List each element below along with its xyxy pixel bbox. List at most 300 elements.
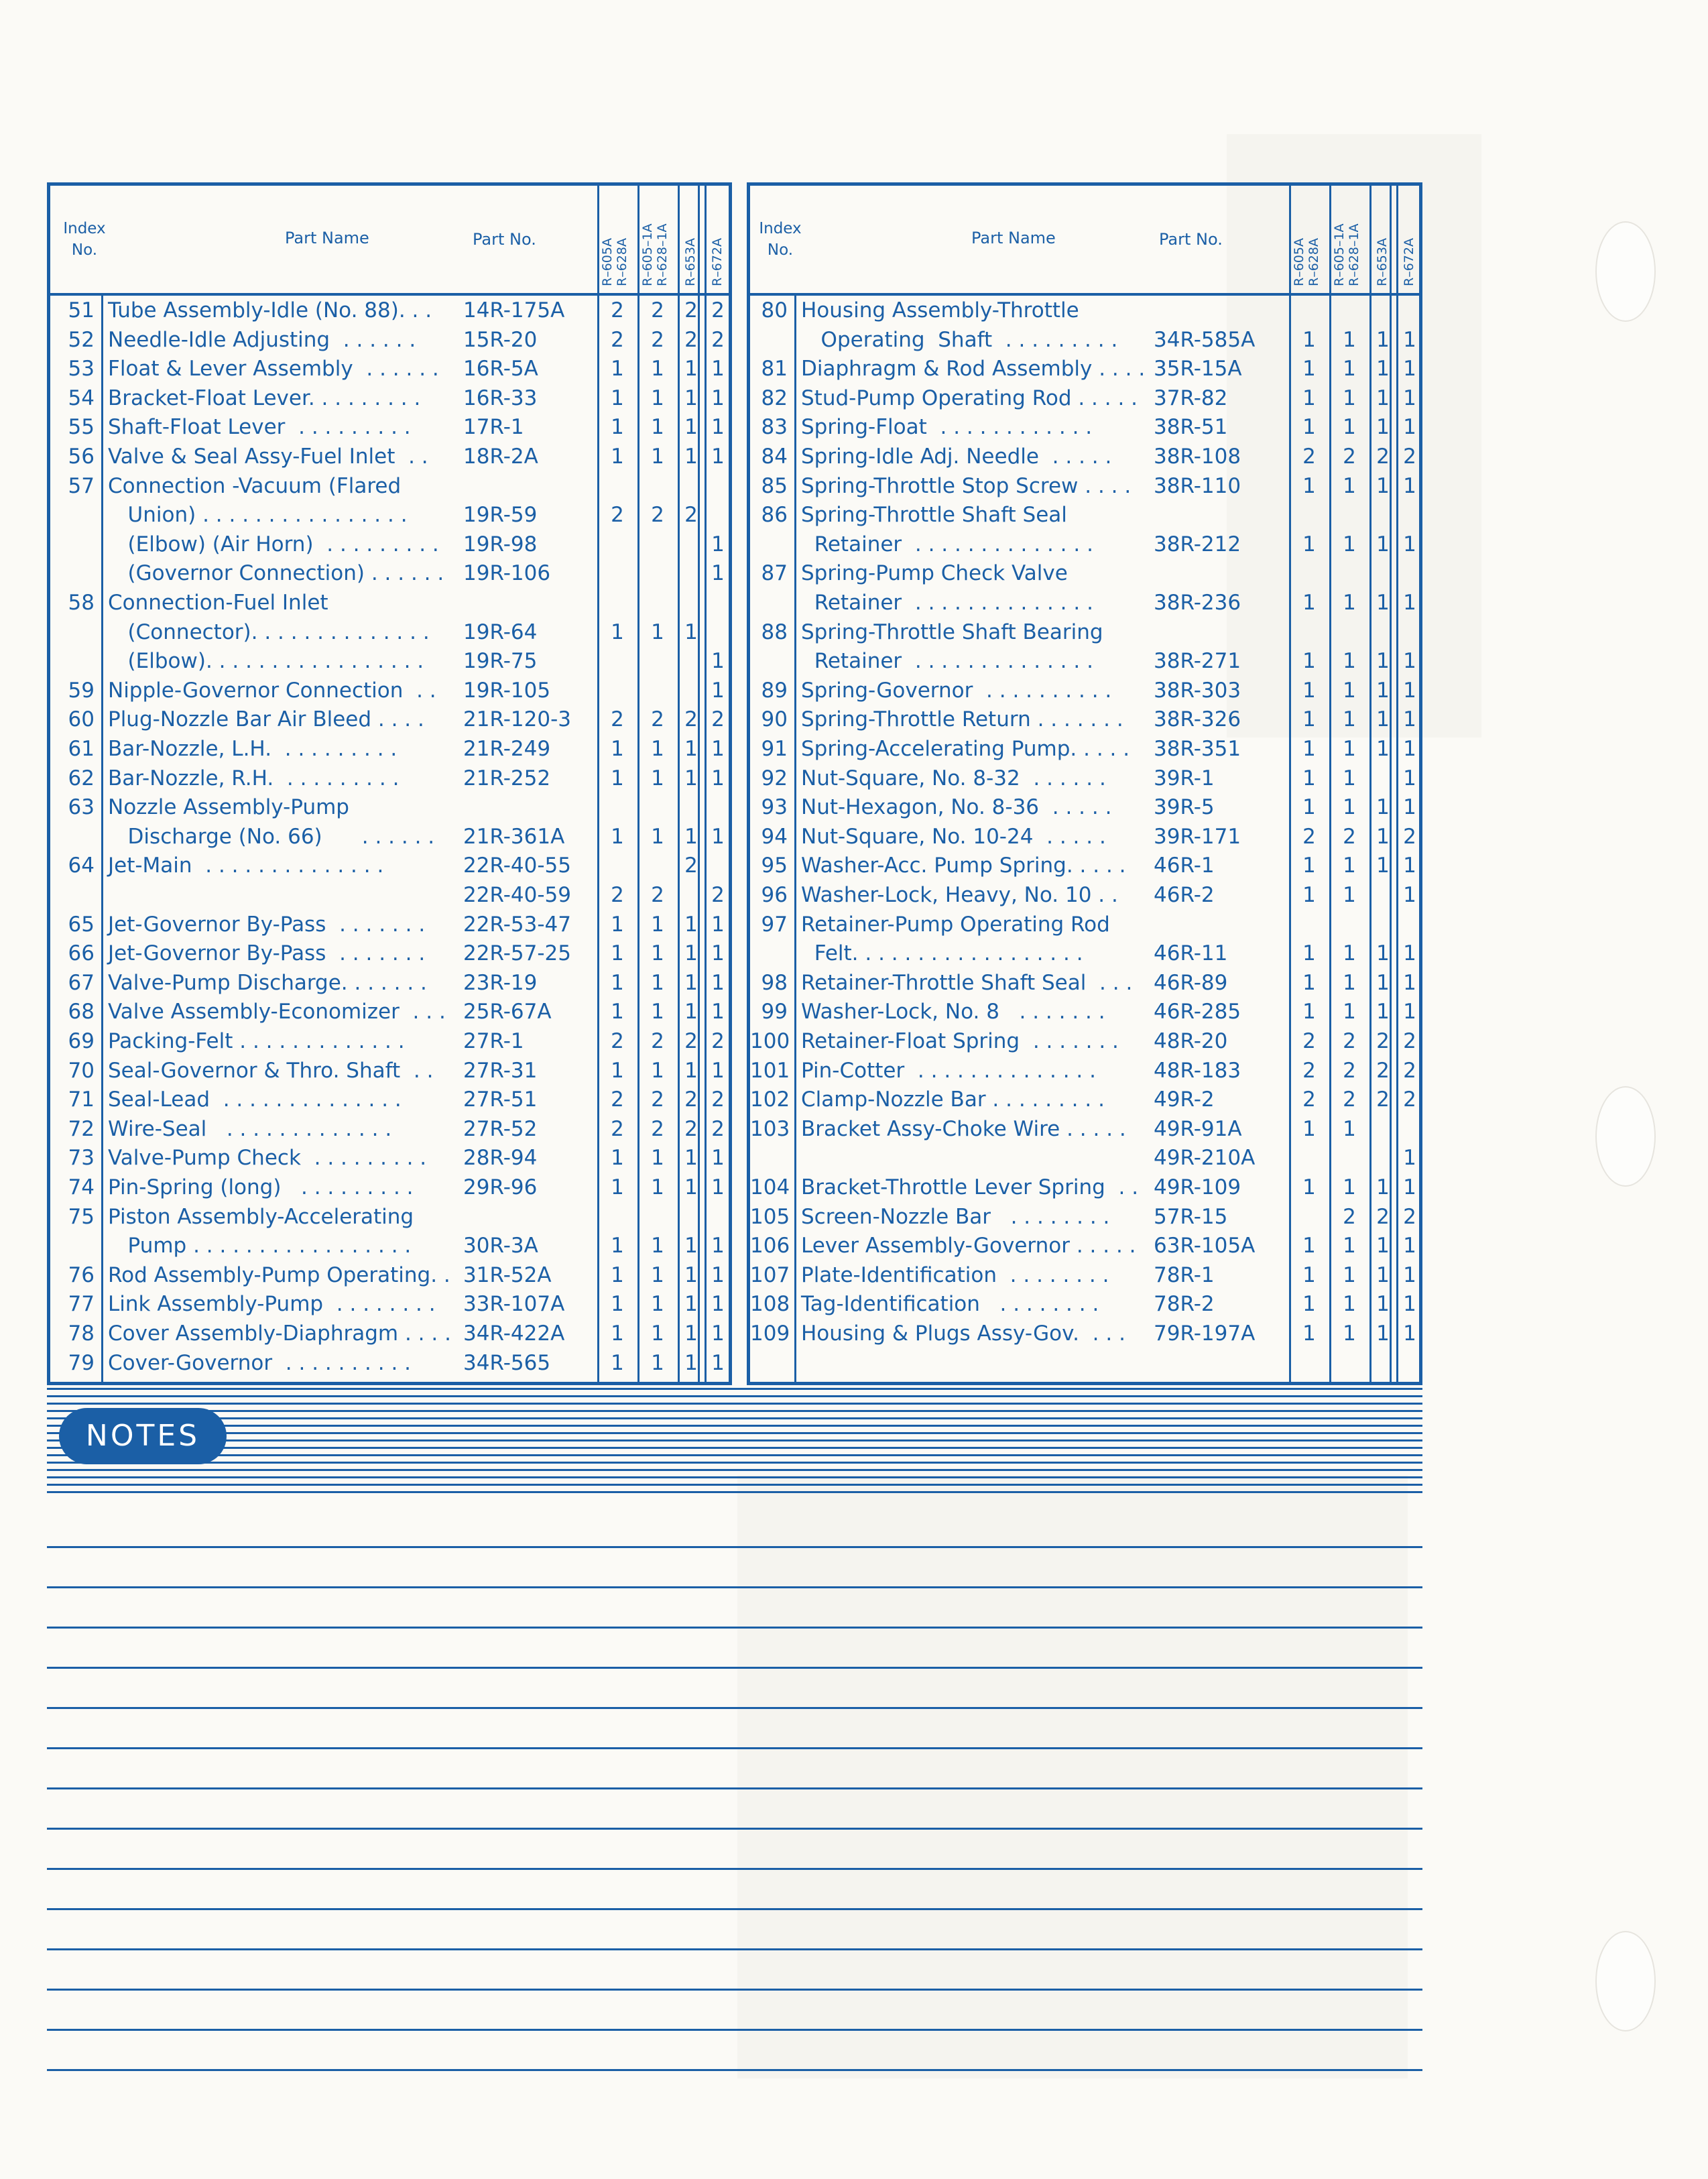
quantity-cell: 1 xyxy=(1403,649,1416,674)
part-name: Spring-Float . . . . . . . . . . . . xyxy=(801,415,1093,440)
quantity-cell: 1 xyxy=(1343,357,1356,381)
quantity-cell: 1 xyxy=(711,970,725,995)
part-name: Link Assembly-Pump . . . . . . . . xyxy=(108,1292,436,1317)
quantity-cell: 1 xyxy=(1343,941,1356,966)
index-number: 75 xyxy=(68,1204,95,1229)
quantity-cell: 1 xyxy=(1376,1234,1390,1258)
part-number: 17R-1 xyxy=(463,415,524,440)
index-number: 73 xyxy=(68,1146,95,1171)
part-number: 38R-108 xyxy=(1154,445,1241,469)
part-name: Washer-Lock, No. 8 . . . . . . . xyxy=(801,1000,1105,1024)
header-index: Index xyxy=(759,220,802,237)
table-row xyxy=(750,1319,1419,1348)
table-row xyxy=(750,325,1419,355)
index-number: 97 xyxy=(761,912,788,937)
table-row xyxy=(50,471,729,501)
part-number: 49R-91A xyxy=(1154,1116,1242,1141)
quantity-cell: 1 xyxy=(684,737,698,761)
quantity-cell: 1 xyxy=(711,737,725,761)
table-row xyxy=(750,354,1419,384)
quantity-cell: 2 xyxy=(1403,1029,1416,1053)
table-row xyxy=(750,968,1419,998)
part-name: Valve & Seal Assy-Fuel Inlet . . xyxy=(108,445,428,469)
index-number: 109 xyxy=(750,1321,790,1346)
quantity-cell: 1 xyxy=(1343,766,1356,790)
part-number: 63R-105A xyxy=(1154,1234,1256,1258)
table-row xyxy=(50,676,729,705)
index-number: 98 xyxy=(761,970,788,995)
quantity-cell: 1 xyxy=(611,824,624,849)
part-name: Spring-Pump Check Valve xyxy=(801,561,1068,586)
quantity-cell: 2 xyxy=(1403,824,1416,849)
quantity-cell: 1 xyxy=(711,415,725,440)
quantity-cell: 1 xyxy=(1403,795,1416,820)
quantity-cell: 1 xyxy=(651,1262,664,1287)
index-number: 66 xyxy=(68,941,95,966)
notes-label: NOTES xyxy=(59,1408,227,1464)
table-row xyxy=(750,1260,1419,1290)
header-index-no: No. xyxy=(71,241,98,259)
index-number: 85 xyxy=(761,473,788,498)
table-row xyxy=(750,1289,1419,1319)
part-number: 49R-210A xyxy=(1154,1146,1256,1171)
quantity-cell: 1 xyxy=(1343,853,1356,878)
part-name: Jet-Governor By-Pass . . . . . . . xyxy=(108,912,426,937)
table-row xyxy=(750,1231,1419,1260)
quantity-cell: 1 xyxy=(1403,1292,1416,1317)
part-number: 21R-252 xyxy=(463,766,551,790)
quantity-cell: 1 xyxy=(1403,941,1416,966)
part-number: 39R-1 xyxy=(1154,766,1215,790)
part-name: (Governor Connection) . . . . . . xyxy=(108,561,444,586)
quantity-cell: 2 xyxy=(711,298,725,322)
part-name: Bar-Nozzle, L.H. . . . . . . . . . xyxy=(108,737,398,761)
quantity-cell: 2 xyxy=(611,327,624,352)
index-number: 99 xyxy=(761,1000,788,1024)
index-number: 72 xyxy=(68,1116,95,1141)
part-number: 79R-197A xyxy=(1154,1321,1256,1346)
part-name: Bracket-Float Lever. . . . . . . . . xyxy=(108,386,421,410)
model-column-header: R–605A xyxy=(600,238,615,286)
table-row xyxy=(50,1231,729,1260)
quantity-cell: 1 xyxy=(1376,853,1390,878)
quantity-cell: 1 xyxy=(1376,532,1390,556)
table-row xyxy=(50,997,729,1026)
quantity-cell: 1 xyxy=(1403,853,1416,878)
quantity-cell: 2 xyxy=(1403,1058,1416,1083)
index-number: 59 xyxy=(68,678,95,703)
part-number: 29R-96 xyxy=(463,1175,538,1199)
quantity-cell: 1 xyxy=(684,1000,698,1024)
table-header xyxy=(750,186,1419,296)
part-name: Piston Assembly-Accelerating xyxy=(108,1204,414,1229)
notes-header-stripes xyxy=(47,1388,1422,1495)
quantity-cell: 2 xyxy=(1343,824,1356,849)
quantity-cell: 1 xyxy=(711,1321,725,1346)
model-column-header: R–653A xyxy=(1375,238,1390,286)
table-row xyxy=(50,1289,729,1319)
table-row xyxy=(750,997,1419,1026)
quantity-cell: 1 xyxy=(611,1175,624,1199)
part-number: 28R-94 xyxy=(463,1146,538,1171)
part-name: Tube Assembly-Idle (No. 88). . . xyxy=(108,298,432,322)
quantity-cell: 1 xyxy=(1302,386,1316,410)
quantity-cell: 2 xyxy=(684,853,698,878)
quantity-cell: 1 xyxy=(651,1175,664,1199)
index-number: 63 xyxy=(68,795,95,820)
quantity-cell: 2 xyxy=(684,327,698,352)
header-part-name: Part Name xyxy=(285,229,369,247)
quantity-cell: 1 xyxy=(711,1292,725,1317)
stripe-line xyxy=(47,1410,1422,1412)
parts-table-left xyxy=(47,182,732,1385)
quantity-cell: 1 xyxy=(1302,883,1316,907)
quantity-cell: 2 xyxy=(611,1029,624,1053)
table-row xyxy=(750,384,1419,413)
quantity-cell: 1 xyxy=(684,620,698,644)
quantity-cell: 1 xyxy=(1403,970,1416,995)
quantity-cell: 1 xyxy=(1343,795,1356,820)
part-number: 23R-19 xyxy=(463,970,538,995)
model-column-header: R–628A xyxy=(615,238,629,286)
quantity-cell: 1 xyxy=(1302,357,1316,381)
table-row xyxy=(750,851,1419,880)
quantity-cell: 1 xyxy=(1302,1116,1316,1141)
quantity-cell: 1 xyxy=(1343,649,1356,674)
part-name: Retainer . . . . . . . . . . . . . . xyxy=(801,532,1093,556)
part-name: Needle-Idle Adjusting . . . . . . xyxy=(108,327,416,352)
header-part-no: Part No. xyxy=(473,230,536,249)
quantity-cell: 1 xyxy=(684,1262,698,1287)
index-number: 102 xyxy=(750,1087,790,1112)
index-number: 58 xyxy=(68,591,95,615)
quantity-cell: 1 xyxy=(711,941,725,966)
table-row xyxy=(50,1348,729,1378)
part-name: Nut-Square, No. 8-32 . . . . . . xyxy=(801,766,1106,790)
part-number: 57R-15 xyxy=(1154,1204,1228,1229)
part-name: (Elbow). . . . . . . . . . . . . . . . . xyxy=(108,649,424,674)
stripe-line xyxy=(47,1462,1422,1464)
quantity-cell: 1 xyxy=(1343,707,1356,732)
part-name: Plate-Identification . . . . . . . . xyxy=(801,1262,1109,1287)
table-row xyxy=(50,1173,729,1202)
quantity-cell: 2 xyxy=(1343,1029,1356,1053)
quantity-cell: 1 xyxy=(1376,591,1390,615)
part-number: 27R-31 xyxy=(463,1058,538,1083)
quantity-cell: 1 xyxy=(651,357,664,381)
stripe-line xyxy=(47,1425,1422,1427)
quantity-cell: 2 xyxy=(611,707,624,732)
quantity-cell: 1 xyxy=(1302,1175,1316,1199)
quantity-cell: 1 xyxy=(684,766,698,790)
table-row xyxy=(50,325,729,355)
quantity-cell: 1 xyxy=(711,561,725,586)
part-name: Bar-Nozzle, R.H. . . . . . . . . . xyxy=(108,766,400,790)
quantity-cell: 1 xyxy=(1403,1175,1416,1199)
part-number: 14R-175A xyxy=(463,298,565,322)
table-row xyxy=(750,764,1419,793)
quantity-cell: 1 xyxy=(1302,327,1316,352)
quantity-cell: 1 xyxy=(1302,1292,1316,1317)
quantity-cell: 1 xyxy=(684,912,698,937)
quantity-cell: 1 xyxy=(711,1000,725,1024)
quantity-cell: 1 xyxy=(1403,1000,1416,1024)
quantity-cell: 1 xyxy=(651,386,664,410)
quantity-cell: 1 xyxy=(1302,707,1316,732)
header-part-no: Part No. xyxy=(1159,230,1223,249)
quantity-cell: 1 xyxy=(1302,415,1316,440)
part-name: Retainer-Pump Operating Rod xyxy=(801,912,1110,937)
part-number: 16R-33 xyxy=(463,386,538,410)
part-number: 15R-20 xyxy=(463,327,538,352)
quantity-cell: 2 xyxy=(684,1116,698,1141)
writing-line xyxy=(47,1627,1422,1629)
index-number: 104 xyxy=(750,1175,790,1199)
index-number: 55 xyxy=(68,415,95,440)
quantity-cell: 2 xyxy=(611,1116,624,1141)
stripe-line xyxy=(47,1491,1422,1493)
quantity-cell: 1 xyxy=(1403,883,1416,907)
part-name: (Connector). . . . . . . . . . . . . . xyxy=(108,620,430,644)
quantity-cell: 1 xyxy=(711,766,725,790)
quantity-cell: 1 xyxy=(1376,1175,1390,1199)
table-row xyxy=(750,1085,1419,1114)
index-number: 54 xyxy=(68,386,95,410)
part-number: 37R-82 xyxy=(1154,386,1228,410)
quantity-cell: 2 xyxy=(651,1116,664,1141)
index-number: 86 xyxy=(761,503,788,528)
table-row xyxy=(50,1114,729,1144)
part-number: 34R-565 xyxy=(463,1350,551,1375)
writing-line xyxy=(47,1868,1422,1870)
part-name: Lever Assembly-Governor . . . . . xyxy=(801,1234,1136,1258)
quantity-cell: 1 xyxy=(1376,327,1390,352)
quantity-cell: 1 xyxy=(711,1146,725,1171)
quantity-cell: 1 xyxy=(1302,970,1316,995)
quantity-cell: 1 xyxy=(1403,591,1416,615)
quantity-cell: 1 xyxy=(684,1292,698,1317)
part-name: Operating Shaft . . . . . . . . . xyxy=(801,327,1118,352)
quantity-cell: 2 xyxy=(711,1116,725,1141)
quantity-cell: 1 xyxy=(1403,1321,1416,1346)
stripe-line xyxy=(47,1432,1422,1434)
table-row xyxy=(50,558,729,588)
table-row xyxy=(750,412,1419,442)
part-name: Valve-Pump Discharge. . . . . . . xyxy=(108,970,427,995)
quantity-cell: 1 xyxy=(651,1292,664,1317)
part-name: Spring-Idle Adj. Needle . . . . . xyxy=(801,445,1112,469)
part-number: 19R-75 xyxy=(463,649,538,674)
quantity-cell: 2 xyxy=(1302,445,1316,469)
part-number: 21R-361A xyxy=(463,824,565,849)
quantity-cell: 1 xyxy=(684,1058,698,1083)
quantity-cell: 1 xyxy=(1376,1000,1390,1024)
quantity-cell: 1 xyxy=(711,386,725,410)
binder-hole xyxy=(1595,1086,1656,1187)
quantity-cell: 1 xyxy=(1376,1262,1390,1287)
part-name: Pin-Spring (long) . . . . . . . . . xyxy=(108,1175,414,1199)
quantity-cell: 1 xyxy=(1403,678,1416,703)
part-number: 49R-2 xyxy=(1154,1087,1215,1112)
table-row xyxy=(750,1026,1419,1056)
quantity-cell: 2 xyxy=(1343,445,1356,469)
table-row xyxy=(750,296,1419,325)
quantity-cell: 1 xyxy=(611,970,624,995)
quantity-cell: 1 xyxy=(1302,853,1316,878)
quantity-cell: 2 xyxy=(711,1087,725,1112)
quantity-cell: 2 xyxy=(651,327,664,352)
quantity-cell: 1 xyxy=(611,941,624,966)
index-number: 96 xyxy=(761,883,788,907)
index-number: 92 xyxy=(761,766,788,790)
index-number: 74 xyxy=(68,1175,95,1199)
quantity-cell: 1 xyxy=(684,357,698,381)
quantity-cell: 1 xyxy=(1343,1321,1356,1346)
part-number: 27R-51 xyxy=(463,1087,538,1112)
quantity-cell: 1 xyxy=(1343,1175,1356,1199)
model-column-header: R–672A xyxy=(1402,238,1416,286)
table-header xyxy=(50,186,729,296)
part-number: 34R-422A xyxy=(463,1321,565,1346)
part-name: Connection -Vacuum (Flared xyxy=(108,473,402,498)
quantity-cell: 1 xyxy=(1403,1146,1416,1171)
part-name: (Elbow) (Air Horn) . . . . . . . . . xyxy=(108,532,439,556)
part-name: Pin-Cotter . . . . . . . . . . . . . . xyxy=(801,1058,1096,1083)
part-name: Spring-Throttle Return . . . . . . . xyxy=(801,707,1123,732)
table-row xyxy=(750,1056,1419,1085)
quantity-cell: 1 xyxy=(1343,678,1356,703)
quantity-cell: 1 xyxy=(1343,1116,1356,1141)
part-name: Cover Assembly-Diaphragm . . . . xyxy=(108,1321,451,1346)
part-number: 38R-326 xyxy=(1154,707,1241,732)
quantity-cell: 1 xyxy=(611,1262,624,1287)
part-number: 35R-15A xyxy=(1154,357,1242,381)
quantity-cell: 1 xyxy=(1343,473,1356,498)
part-number: 48R-183 xyxy=(1154,1058,1241,1083)
quantity-cell: 2 xyxy=(651,298,664,322)
quantity-cell: 1 xyxy=(651,1058,664,1083)
table-row xyxy=(50,939,729,968)
table-row xyxy=(50,1202,729,1232)
index-number: 84 xyxy=(761,445,788,469)
quantity-cell: 1 xyxy=(1376,678,1390,703)
quantity-cell: 2 xyxy=(1403,1087,1416,1112)
table-row xyxy=(50,530,729,559)
index-number: 77 xyxy=(68,1292,95,1317)
quantity-cell: 2 xyxy=(1302,824,1316,849)
quantity-cell: 1 xyxy=(611,1350,624,1375)
table-row xyxy=(50,1085,729,1114)
table-row xyxy=(750,880,1419,910)
table-row xyxy=(50,617,729,647)
stripe-line xyxy=(47,1395,1422,1397)
quantity-cell: 1 xyxy=(651,620,664,644)
part-name: Nut-Square, No. 10-24 . . . . . xyxy=(801,824,1106,849)
quantity-cell: 1 xyxy=(1403,766,1416,790)
index-number: 103 xyxy=(750,1116,790,1141)
table-row xyxy=(50,1056,729,1085)
quantity-cell: 2 xyxy=(651,883,664,907)
writing-line xyxy=(47,1908,1422,1910)
quantity-cell: 1 xyxy=(611,1234,624,1258)
quantity-cell: 2 xyxy=(651,1087,664,1112)
index-number: 89 xyxy=(761,678,788,703)
model-column-header: R–605A xyxy=(1292,238,1306,286)
writing-line xyxy=(47,2029,1422,2031)
quantity-cell: 1 xyxy=(711,678,725,703)
quantity-cell: 1 xyxy=(1343,1292,1356,1317)
quantity-cell: 1 xyxy=(1302,1000,1316,1024)
model-column-header: R–628–1A xyxy=(1347,223,1361,286)
quantity-cell: 1 xyxy=(1403,357,1416,381)
quantity-cell: 1 xyxy=(1343,1262,1356,1287)
quantity-cell: 1 xyxy=(1403,473,1416,498)
index-number: 91 xyxy=(761,737,788,761)
quantity-cell: 1 xyxy=(651,1350,664,1375)
quantity-cell: 1 xyxy=(1403,707,1416,732)
table-row xyxy=(750,734,1419,764)
part-name: Housing Assembly-Throttle xyxy=(801,298,1079,322)
quantity-cell: 1 xyxy=(1376,1292,1390,1317)
index-number: 83 xyxy=(761,415,788,440)
part-number: 19R-64 xyxy=(463,620,538,644)
index-number: 81 xyxy=(761,357,788,381)
part-name: Jet-Governor By-Pass . . . . . . . xyxy=(108,941,426,966)
part-number: 46R-11 xyxy=(1154,941,1228,966)
part-name: Bracket-Throttle Lever Spring . . xyxy=(801,1175,1139,1199)
quantity-cell: 1 xyxy=(1302,1262,1316,1287)
part-number: 18R-2A xyxy=(463,445,538,469)
quantity-cell: 1 xyxy=(611,912,624,937)
part-number: 27R-52 xyxy=(463,1116,538,1141)
quantity-cell: 2 xyxy=(1376,445,1390,469)
quantity-cell: 1 xyxy=(1403,386,1416,410)
part-number: 46R-1 xyxy=(1154,853,1215,878)
writing-line xyxy=(47,1747,1422,1749)
model-column-header: R–628A xyxy=(1306,238,1321,286)
quantity-cell: 1 xyxy=(1376,970,1390,995)
table-row xyxy=(50,1260,729,1290)
quantity-cell: 1 xyxy=(651,1146,664,1171)
quantity-cell: 1 xyxy=(711,1175,725,1199)
stripe-line xyxy=(47,1476,1422,1478)
table-row xyxy=(50,910,729,939)
part-number: 38R-271 xyxy=(1154,649,1241,674)
writing-line xyxy=(47,1586,1422,1588)
table-row xyxy=(50,442,729,471)
quantity-cell: 1 xyxy=(1376,707,1390,732)
quantity-cell: 2 xyxy=(1376,1058,1390,1083)
quantity-cell: 1 xyxy=(1376,386,1390,410)
quantity-cell: 1 xyxy=(1343,386,1356,410)
quantity-cell: 1 xyxy=(1403,737,1416,761)
part-number: 46R-89 xyxy=(1154,970,1228,995)
quantity-cell: 1 xyxy=(711,532,725,556)
quantity-cell: 1 xyxy=(611,386,624,410)
quantity-cell: 2 xyxy=(684,298,698,322)
quantity-cell: 1 xyxy=(711,649,725,674)
quantity-cell: 1 xyxy=(611,445,624,469)
quantity-cell: 1 xyxy=(684,1350,698,1375)
quantity-cell: 1 xyxy=(651,737,664,761)
quantity-cell: 1 xyxy=(1403,1262,1416,1287)
table-row xyxy=(750,705,1419,734)
writing-line xyxy=(47,2069,1422,2071)
table-row xyxy=(50,1319,729,1348)
index-number: 100 xyxy=(750,1029,790,1053)
quantity-cell: 2 xyxy=(651,707,664,732)
index-number: 67 xyxy=(68,970,95,995)
